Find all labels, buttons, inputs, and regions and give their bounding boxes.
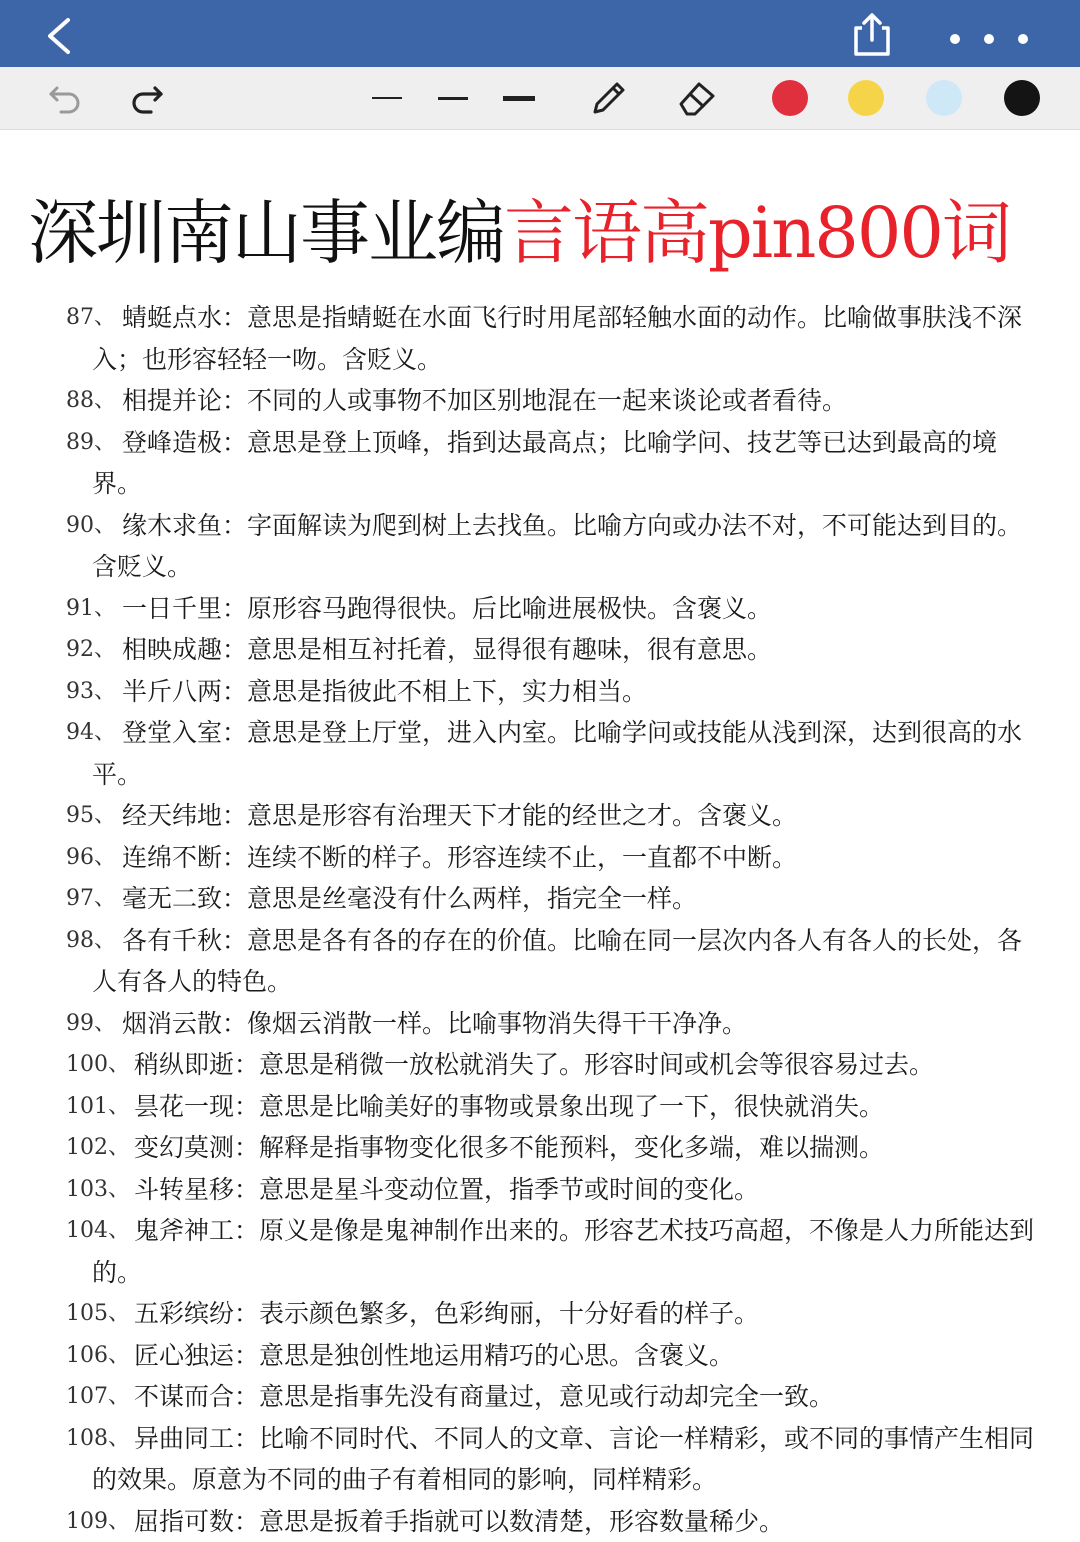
entry-separator: ： bbox=[234, 1424, 259, 1453]
entry-separator: ： bbox=[222, 718, 247, 747]
entry-separator: ： bbox=[222, 303, 247, 332]
entry-idiom: 缘木求鱼 bbox=[122, 505, 222, 547]
entry-idiom: 一日千里 bbox=[122, 588, 222, 630]
idiom-entry bbox=[0, 1376, 1080, 1418]
pen-button[interactable] bbox=[584, 67, 634, 129]
entry-number: 91、 bbox=[66, 588, 126, 630]
entry-number: 90、 bbox=[66, 505, 126, 547]
drawing-toolbar bbox=[0, 67, 1080, 130]
page-title bbox=[28, 188, 1068, 278]
entry-separator: ： bbox=[222, 843, 247, 872]
idiom-entry bbox=[0, 1501, 1080, 1542]
entry-definition: 意思是稍微一放松就消失了。形容时间或机会等很容易过去。 bbox=[259, 1050, 934, 1079]
entry-separator: ： bbox=[234, 1175, 259, 1204]
idiom-entry bbox=[0, 1210, 1080, 1293]
entry-number: 104、 bbox=[66, 1210, 126, 1252]
entry-idiom: 蜻蜓点水 bbox=[122, 297, 222, 339]
idiom-entry bbox=[0, 671, 1080, 713]
entry-number: 100、 bbox=[66, 1044, 126, 1086]
entry-separator: ： bbox=[222, 511, 247, 540]
entry-idiom: 变幻莫测 bbox=[134, 1127, 234, 1169]
entry-separator: ： bbox=[234, 1216, 259, 1245]
entry-definition: 意思是丝毫没有什么两样，指完全一样。 bbox=[247, 884, 697, 913]
idiom-entry bbox=[0, 1169, 1080, 1211]
idiom-entry bbox=[0, 380, 1080, 422]
idiom-entry bbox=[0, 1127, 1080, 1169]
idiom-entry bbox=[0, 629, 1080, 671]
eraser-icon bbox=[675, 76, 719, 120]
entry-number: 96、 bbox=[66, 837, 126, 879]
back-arrow-icon[interactable] bbox=[40, 16, 80, 56]
entry-definition: 意思是各有各的存在的价值。比喻在同一层次内各人有各人的长处，各人有各人的特色。 bbox=[92, 926, 1022, 997]
entry-number: 103、 bbox=[66, 1169, 126, 1211]
color-yellow-button[interactable] bbox=[846, 67, 886, 129]
entry-number: 98、 bbox=[66, 920, 126, 962]
entry-number: 97、 bbox=[66, 878, 126, 920]
redo-icon bbox=[129, 80, 165, 116]
entry-separator: ： bbox=[234, 1299, 259, 1328]
idiom-entry bbox=[0, 1293, 1080, 1335]
color-red-swatch bbox=[772, 80, 808, 116]
app-bar bbox=[0, 0, 1080, 67]
entry-idiom: 相映成趣 bbox=[122, 629, 222, 671]
entry-separator: ： bbox=[222, 386, 247, 415]
pen-icon bbox=[587, 76, 631, 120]
entry-number: 89、 bbox=[66, 422, 126, 464]
entry-number: 93、 bbox=[66, 671, 126, 713]
entry-definition: 原形容马跑得很快。后比喻进展极快。含褒义。 bbox=[247, 594, 772, 623]
entry-idiom: 不谋而合 bbox=[134, 1376, 234, 1418]
entry-number: 87、 bbox=[66, 297, 126, 339]
entry-number: 99、 bbox=[66, 1003, 126, 1045]
entry-idiom: 匠心独运 bbox=[134, 1335, 234, 1377]
entry-number: 106、 bbox=[66, 1335, 126, 1377]
entry-definition: 意思是扳着手指就可以数清楚，形容数量稀少。 bbox=[259, 1507, 784, 1536]
entry-separator: ： bbox=[222, 428, 247, 457]
stroke-medium-button[interactable] bbox=[434, 67, 472, 129]
idiom-entry bbox=[0, 837, 1080, 879]
idiom-entry bbox=[0, 1335, 1080, 1377]
stroke-thick-button[interactable] bbox=[500, 67, 538, 129]
entry-idiom: 登峰造极 bbox=[122, 422, 222, 464]
idiom-entry bbox=[0, 712, 1080, 795]
entry-number: 101、 bbox=[66, 1086, 126, 1128]
entry-idiom: 屈指可数 bbox=[134, 1501, 234, 1542]
entry-definition: 意思是比喻美好的事物或景象出现了一下，很快就消失。 bbox=[259, 1092, 884, 1121]
idiom-entry bbox=[0, 505, 1080, 588]
more-options-icon[interactable] bbox=[944, 24, 1034, 54]
entry-idiom: 昙花一现 bbox=[134, 1086, 234, 1128]
entry-idiom: 异曲同工 bbox=[134, 1418, 234, 1460]
entry-definition: 像烟云消散一样。比喻事物消失得干干净净。 bbox=[247, 1009, 747, 1038]
entry-separator: ： bbox=[222, 677, 247, 706]
idiom-entry bbox=[0, 1044, 1080, 1086]
entry-idiom: 登堂入室 bbox=[122, 712, 222, 754]
entry-separator: ： bbox=[234, 1382, 259, 1411]
entry-idiom: 五彩缤纷 bbox=[134, 1293, 234, 1335]
entry-number: 94、 bbox=[66, 712, 126, 754]
entry-definition: 连续不断的样子。形容连续不止，一直都不中断。 bbox=[247, 843, 797, 872]
idiom-entry bbox=[0, 878, 1080, 920]
entry-number: 88、 bbox=[66, 380, 126, 422]
share-icon[interactable] bbox=[850, 12, 894, 58]
entry-definition: 原义是像是鬼神制作出来的。形容艺术技巧高超，不像是人力所能达到的。 bbox=[92, 1216, 1034, 1287]
entry-definition: 意思是相互衬托着，显得很有趣味，很有意思。 bbox=[247, 635, 772, 664]
idiom-entry bbox=[0, 1003, 1080, 1045]
entry-number: 109、 bbox=[66, 1501, 126, 1542]
entry-number: 102、 bbox=[66, 1127, 126, 1169]
entry-idiom: 各有千秋 bbox=[122, 920, 222, 962]
redo-button[interactable] bbox=[122, 67, 172, 129]
idiom-entry bbox=[0, 1086, 1080, 1128]
entry-number: 108、 bbox=[66, 1418, 126, 1460]
entry-idiom: 鬼斧神工 bbox=[134, 1210, 234, 1252]
color-light-blue-button[interactable] bbox=[924, 67, 964, 129]
undo-button[interactable] bbox=[40, 67, 90, 129]
idiom-entry bbox=[0, 1418, 1080, 1501]
idiom-entry bbox=[0, 795, 1080, 837]
entry-definition: 表示颜色繁多，色彩绚丽，十分好看的样子。 bbox=[259, 1299, 759, 1328]
title-part-black: 深圳南山事业编 bbox=[28, 192, 504, 274]
entry-number: 95、 bbox=[66, 795, 126, 837]
eraser-button[interactable] bbox=[670, 67, 724, 129]
undo-icon bbox=[47, 80, 83, 116]
entry-definition: 意思是形容有治理天下才能的经世之才。含褒义。 bbox=[247, 801, 797, 830]
entry-definition: 解释是指事物变化很多不能预料，变化多端，难以揣测。 bbox=[259, 1133, 884, 1162]
entry-separator: ： bbox=[234, 1507, 259, 1536]
idiom-entry bbox=[0, 920, 1080, 1003]
entry-separator: ： bbox=[222, 801, 247, 830]
entry-idiom: 斗转星移 bbox=[134, 1169, 234, 1211]
entry-definition: 意思是星斗变动位置，指季节或时间的变化。 bbox=[259, 1175, 759, 1204]
stroke-thin-icon bbox=[372, 97, 402, 99]
entry-definition: 意思是指彼此不相上下，实力相当。 bbox=[247, 677, 647, 706]
entry-idiom: 半斤八两 bbox=[122, 671, 222, 713]
idiom-entry bbox=[0, 297, 1080, 380]
entry-separator: ： bbox=[234, 1341, 259, 1370]
entry-definition: 比喻不同时代、不同人的文章、言论一样精彩，或不同的事情产生相同的效果。原意为不同的曲子有着相同的影响，同样精彩。 bbox=[92, 1424, 1034, 1495]
idiom-entry bbox=[0, 422, 1080, 505]
color-red-button[interactable] bbox=[770, 67, 810, 129]
stroke-thick-icon bbox=[503, 96, 535, 101]
idiom-list bbox=[0, 297, 1080, 1440]
color-black-button[interactable] bbox=[1002, 67, 1042, 129]
entry-definition: 意思是指事先没有商量过，意见或行动却完全一致。 bbox=[259, 1382, 834, 1411]
entry-idiom: 相提并论 bbox=[122, 380, 222, 422]
entry-idiom: 毫无二致 bbox=[122, 878, 222, 920]
entry-definition: 意思是独创性地运用精巧的心思。含褒义。 bbox=[259, 1341, 734, 1370]
entry-separator: ： bbox=[234, 1050, 259, 1079]
entry-separator: ： bbox=[222, 926, 247, 955]
stroke-medium-icon bbox=[438, 97, 468, 100]
color-black-swatch bbox=[1004, 80, 1040, 116]
entry-number: 107、 bbox=[66, 1376, 126, 1418]
entry-idiom: 稍纵即逝 bbox=[134, 1044, 234, 1086]
entry-separator: ： bbox=[222, 1009, 247, 1038]
entry-definition: 意思是登上厅堂，进入内室。比喻学问或技能从浅到深，达到很高的水平。 bbox=[92, 718, 1022, 789]
entry-separator: ： bbox=[222, 594, 247, 623]
entry-idiom: 连绵不断 bbox=[122, 837, 222, 879]
entry-number: 105、 bbox=[66, 1293, 126, 1335]
entry-number: 92、 bbox=[66, 629, 126, 671]
title-part-red: 言语高pin800词 bbox=[504, 192, 1010, 274]
entry-definition: 字面解读为爬到树上去找鱼。比喻方向或办法不对，不可能达到目的。含贬义。 bbox=[92, 511, 1022, 582]
color-yellow-swatch bbox=[848, 80, 884, 116]
idiom-entry bbox=[0, 588, 1080, 630]
color-light-blue-swatch bbox=[926, 80, 962, 116]
entry-separator: ： bbox=[222, 884, 247, 913]
entry-definition: 意思是登上顶峰，指到达最高点；比喻学问、技艺等已达到最高的境界。 bbox=[92, 428, 997, 499]
stroke-thin-button[interactable] bbox=[368, 67, 406, 129]
entry-idiom: 经天纬地 bbox=[122, 795, 222, 837]
entry-idiom: 烟消云散 bbox=[122, 1003, 222, 1045]
entry-definition: 不同的人或事物不加区别地混在一起来谈论或者看待。 bbox=[247, 386, 847, 415]
entry-separator: ： bbox=[234, 1092, 259, 1121]
entry-definition: 意思是指蜻蜓在水面飞行时用尾部轻触水面的动作。比喻做事肤浅不深入；也形容轻轻一吻。含贬义。 bbox=[92, 303, 1022, 374]
entry-separator: ： bbox=[222, 635, 247, 664]
entry-separator: ： bbox=[234, 1133, 259, 1162]
